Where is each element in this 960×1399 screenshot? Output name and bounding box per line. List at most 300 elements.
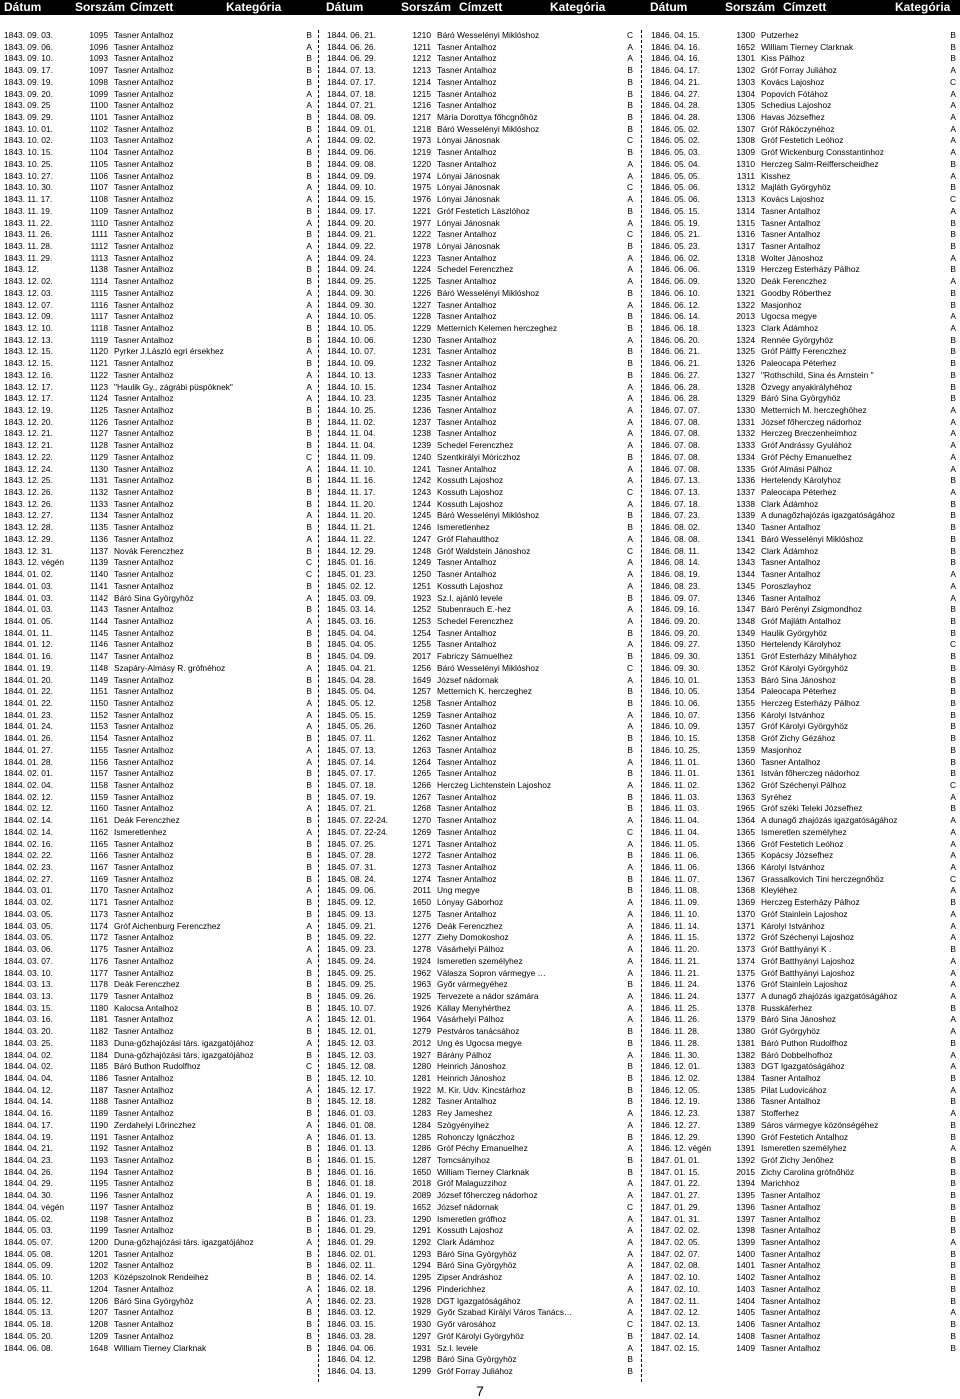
row-category: B [627, 873, 633, 884]
row-category: B [950, 369, 956, 380]
row-date: 1845. 05. 04. [327, 686, 376, 697]
table-row [651, 171, 956, 183]
row-recipient: Ismeretlenhez [437, 522, 490, 533]
row-category: A [627, 1190, 633, 1201]
row-number: 1212 [412, 53, 431, 64]
row-category: A [306, 1237, 312, 1248]
row-recipient: Tasner Antalhoz [761, 1072, 821, 1083]
table-row [651, 1202, 956, 1214]
table-row [4, 909, 312, 921]
table-row [327, 346, 633, 358]
table-row [4, 1096, 312, 1108]
row-number: 2013 [736, 311, 755, 322]
table-row [4, 534, 312, 546]
table-row [651, 1178, 956, 1190]
table-row [651, 1143, 956, 1155]
row-category: A [306, 346, 312, 357]
row-recipient: Tasner Antalhoz [437, 100, 497, 111]
header-date: Dátum [650, 0, 688, 14]
row-number: 1325 [736, 346, 755, 357]
row-number: 1221 [412, 205, 431, 216]
row-category: B [950, 744, 956, 755]
row-number: 1300 [736, 30, 755, 40]
table-row [4, 944, 312, 956]
row-recipient: Tasner Antalhoz [114, 639, 174, 650]
row-category: B [950, 182, 956, 193]
row-date: 1844. 01. 16. [4, 651, 53, 662]
row-recipient: Tasner Antalhoz [114, 53, 174, 64]
table-row [327, 921, 633, 933]
row-recipient: Gróf Wickenburg Consstantinhoz [761, 147, 884, 158]
row-date: 1845. 07. 19. [327, 791, 376, 802]
row-recipient: Tasner Antalhoz [114, 862, 174, 873]
row-category: B [950, 615, 956, 626]
row-recipient: Gróf széki Teleki Józsefhez [761, 803, 863, 814]
row-date: 1846. 09. 30. [651, 662, 700, 673]
row-category: A [950, 1237, 956, 1248]
row-number: 1202 [89, 1260, 108, 1271]
row-category: A [627, 990, 633, 1001]
row-recipient: Tasner Antalhoz [761, 1272, 821, 1283]
row-category: A [306, 194, 312, 205]
row-date: 1846. 11. 03. [651, 803, 700, 814]
table-row [327, 557, 633, 569]
row-recipient: Ung és Ugocsa megye [437, 1037, 522, 1048]
row-date: 1843. 12. 17. [4, 393, 53, 404]
row-category: A [306, 100, 312, 111]
row-recipient: Tasner Antalhoz [114, 440, 174, 451]
table-row [327, 1249, 633, 1261]
table-row [327, 358, 633, 370]
row-category: B [306, 405, 312, 415]
row-category: A [306, 311, 312, 322]
row-date: 1844. 04. 12. [4, 1084, 53, 1095]
row-number: 1385 [736, 1084, 755, 1095]
row-number: 1371 [736, 920, 755, 931]
row-number: 1111 [91, 229, 108, 240]
row-date: 1847. 01. 15. [651, 1166, 700, 1177]
table-row [651, 124, 956, 136]
row-recipient: Báró Sina Jánoshoz [761, 1014, 836, 1025]
row-category: A [627, 967, 633, 978]
row-category: A [306, 721, 312, 732]
row-number: 1156 [89, 756, 108, 767]
row-recipient: Tasner Antalhoz [437, 416, 497, 427]
table-row [4, 194, 312, 206]
row-recipient: Tasner Antalhoz [114, 428, 174, 439]
table-row [327, 65, 633, 77]
row-category: A [306, 1014, 312, 1025]
table-row [4, 182, 312, 194]
row-recipient: Metternich M. herczeghöhez [761, 405, 867, 415]
row-recipient: Putzerhez [761, 30, 799, 40]
row-recipient: Tasner Antalhoz [437, 721, 497, 732]
row-category: B [627, 522, 633, 533]
row-category: B [950, 1178, 956, 1189]
row-category: B [306, 850, 312, 861]
table-row [327, 815, 633, 827]
row-number: 1173 [89, 908, 108, 919]
table-row [651, 569, 956, 581]
row-recipient: Tasner Antalhoz [437, 873, 497, 884]
row-recipient: Tasner Antalhoz [114, 709, 174, 720]
row-category: B [306, 627, 312, 638]
row-number: 1144 [89, 615, 108, 626]
row-date: 1844. 04. 04. [4, 1072, 53, 1083]
row-number: 1204 [89, 1283, 108, 1294]
row-number: 1353 [736, 674, 755, 685]
table-row [651, 616, 956, 628]
row-recipient: Poroszlayhoz [761, 580, 812, 591]
row-date: 1843. 09. 06. [4, 41, 53, 52]
row-recipient: Tasner Antalhoz [114, 1155, 174, 1165]
row-recipient: Sz.I. levele [437, 1342, 478, 1353]
row-category: B [950, 545, 956, 556]
row-category: B [306, 1213, 312, 1224]
row-number: 1234 [412, 381, 431, 392]
row-category: A [627, 569, 633, 580]
row-date: 1846. 06. 02. [651, 252, 700, 263]
table-row [327, 475, 633, 487]
table-row [651, 932, 956, 944]
row-date: 1844. 06. 21. [327, 30, 376, 40]
row-date: 1846. 06. 18. [651, 322, 700, 333]
row-number: 1097 [89, 65, 108, 76]
row-number: 1281 [412, 1072, 431, 1083]
table-row [327, 991, 633, 1003]
row-category: B [306, 123, 312, 134]
header-number: Sorszám [725, 0, 776, 14]
table-row [327, 721, 633, 733]
row-recipient: DGT Igazgatóságához [437, 1295, 521, 1306]
row-category: B [627, 76, 633, 87]
row-number: 1324 [736, 334, 755, 345]
row-number: 1100 [89, 100, 108, 111]
row-number: 1196 [89, 1190, 108, 1201]
table-row [327, 241, 633, 253]
row-number: 1365 [736, 826, 755, 837]
row-number: 1292 [412, 1237, 431, 1248]
table-row [651, 1225, 956, 1237]
row-category: A [306, 826, 312, 837]
row-recipient: Kállay Menyhérthez [437, 1002, 511, 1013]
row-number: 1962 [412, 967, 431, 978]
row-number: 1179 [89, 990, 108, 1001]
row-category: B [306, 733, 312, 744]
row-recipient: Tasner Antalhoz [114, 1307, 174, 1318]
table-row [327, 1343, 633, 1355]
row-number: 1301 [736, 53, 755, 64]
table-row [4, 546, 312, 558]
row-date: 1844. 01. 22. [4, 697, 53, 708]
table-row [327, 288, 633, 300]
row-date: 1845. 03. 16. [327, 615, 376, 626]
row-category: B [950, 264, 956, 275]
row-category: A [627, 557, 633, 568]
row-category: A [627, 41, 633, 52]
row-recipient: Herczeg Breczenheimhoz [761, 428, 857, 439]
row-category: C [949, 194, 956, 205]
row-date: 1843. 12. 02. [4, 276, 53, 287]
table-row [4, 276, 312, 288]
row-number: 1222 [412, 229, 431, 240]
row-date: 1843. 12. 17. [4, 381, 53, 392]
row-number: 2015 [736, 1166, 755, 1177]
row-category: B [950, 1272, 956, 1283]
table-row [327, 874, 633, 886]
row-date: 1843. 09. 10. [4, 53, 53, 64]
row-category: A [627, 1225, 633, 1236]
table-row [4, 839, 312, 851]
row-recipient: William Tierney Clarknak [114, 1342, 207, 1353]
row-number: 1339 [736, 510, 755, 521]
row-category: B [950, 358, 956, 369]
row-date: 1845. 04. 04. [327, 627, 376, 638]
table-row [327, 440, 633, 452]
row-recipient: Gróf Széchenyi Lajoshoz [761, 932, 855, 943]
row-date: 1844. 09. 24. [327, 252, 376, 263]
row-recipient: Haulik Györgyhöz [761, 627, 828, 638]
row-category: B [306, 674, 312, 685]
row-date: 1846. 02. 14. [327, 1272, 376, 1283]
row-category: B [627, 510, 633, 521]
row-recipient: Tasner Antalhoz [114, 252, 174, 263]
row-date: 1843. 12. 21. [4, 440, 53, 451]
table-row [651, 522, 956, 534]
row-date: 1846. 04. 06. [327, 1342, 376, 1353]
row-date: 1844. 04. 29. [4, 1178, 53, 1189]
row-recipient: Tasner Antalhoz [761, 229, 821, 240]
row-date: 1846. 04. 16. [651, 53, 700, 64]
row-recipient: Lónyai Jánosnak [437, 240, 500, 251]
row-date: 1845. 07. 18. [327, 780, 376, 790]
row-date: 1843. 12. 24. [4, 463, 53, 474]
header-number: Sorszám [401, 0, 452, 14]
row-date: 1844. 05. 20. [4, 1330, 53, 1341]
table-row [651, 1061, 956, 1073]
row-number: 1380 [736, 1026, 755, 1037]
row-number: 1363 [736, 791, 755, 802]
row-number: 1367 [736, 873, 755, 884]
row-category: B [950, 393, 956, 404]
row-category: A [627, 1283, 633, 1294]
row-date: 1846. 04. 16. [651, 41, 700, 52]
row-recipient: Tasner Antalhoz [114, 276, 174, 287]
table-row [4, 499, 312, 511]
row-number: 1254 [412, 627, 431, 638]
row-number: 1213 [412, 65, 431, 76]
row-recipient: Masjonhoz [761, 744, 802, 755]
row-category: A [950, 100, 956, 111]
table-row [327, 1178, 633, 1190]
row-date: 1844. 10. 05. [327, 311, 376, 322]
row-date: 1846. 06. 21. [651, 358, 700, 369]
table-row [651, 768, 956, 780]
row-date: 1846. 07. 18. [651, 498, 700, 509]
row-category: B [306, 440, 312, 451]
row-category: B [306, 1260, 312, 1271]
row-number: 1357 [736, 721, 755, 732]
table-row [4, 464, 312, 476]
row-recipient: Tasner Antalhoz [761, 240, 821, 251]
row-recipient: Tasner Antalhoz [114, 1178, 174, 1189]
row-date: 1843. 12. 20. [4, 416, 53, 427]
table-row [4, 1178, 312, 1190]
table-row [327, 229, 633, 241]
table-row [327, 1003, 633, 1015]
table-row [651, 1038, 956, 1050]
row-number: 1347 [736, 604, 755, 615]
row-category: A [627, 440, 633, 451]
table-row [4, 1120, 312, 1132]
row-number: 1304 [736, 88, 755, 99]
row-category: A [950, 862, 956, 873]
row-date: 1843. 12. 27. [4, 510, 53, 521]
row-recipient: Rohonczy Ignáczhoz [437, 1131, 515, 1142]
row-number: 1327 [736, 369, 755, 380]
row-number: 1927 [412, 1049, 431, 1060]
row-date: 1846. 08. 02. [651, 522, 700, 533]
row-recipient: Gróf Andrássy Gyulához [761, 440, 852, 451]
row-date: 1846. 01. 13. [327, 1143, 376, 1154]
row-number: 1191 [89, 1131, 108, 1142]
row-number: 1232 [412, 358, 431, 369]
row-recipient: Báró Sina Györgyhöz [761, 393, 841, 404]
row-number: 1925 [412, 990, 431, 1001]
row-number: 1211 [412, 41, 431, 52]
row-recipient: William Tierney Clarknak [761, 41, 854, 52]
row-recipient: Duna-gőzhajózási társ. igazgatójához [114, 1037, 254, 1048]
table-row [327, 675, 633, 687]
row-date: 1846. 12. végén [651, 1143, 712, 1154]
row-recipient: Tasner Antalhoz [114, 510, 174, 521]
header-date: Dátum [4, 0, 42, 14]
row-number: 1252 [412, 604, 431, 615]
row-category: B [950, 768, 956, 779]
row-number: 1126 [89, 416, 108, 427]
row-category: B [306, 1307, 312, 1318]
row-recipient: Tasner Antalhoz [437, 569, 497, 580]
table-row [651, 733, 956, 745]
row-category: A [306, 744, 312, 755]
row-number: 1361 [736, 768, 755, 779]
row-category: C [949, 639, 956, 650]
row-recipient: Tasner Antalhoz [114, 487, 174, 498]
row-number: 1976 [412, 194, 431, 205]
table-row [4, 159, 312, 171]
row-number: 1134 [89, 510, 108, 521]
row-recipient: DGT Igazgatóságához [761, 1061, 845, 1072]
row-date: 1844. 04. 02. [4, 1061, 53, 1072]
row-date: 1846. 07. 08. [651, 463, 700, 474]
row-date: 1845. 09. 24. [327, 955, 376, 966]
table-row [4, 171, 312, 183]
table-row [651, 1014, 956, 1026]
row-date: 1845. 07. 28. [327, 850, 376, 861]
row-recipient: Gróf Széchenyi Pálhoz [761, 780, 847, 790]
row-category: B [306, 65, 312, 76]
row-category: B [306, 475, 312, 486]
table-row [327, 1214, 633, 1226]
row-number: 1354 [736, 686, 755, 697]
row-recipient: Duna-gőzhajózási társ. igazgatójához [114, 1049, 254, 1060]
row-number: 1099 [89, 88, 108, 99]
row-recipient: Tasner Antalhoz [114, 1225, 174, 1236]
row-number: 1317 [736, 240, 755, 251]
row-category: B [627, 205, 633, 216]
row-number: 1319 [736, 264, 755, 275]
row-date: 1845. 09. 26. [327, 990, 376, 1001]
row-recipient: Fabriczy Sámuelhez [437, 651, 513, 662]
row-number: 1130 [89, 463, 108, 474]
row-number: 1107 [89, 182, 108, 193]
row-date: 1844. 02. 23. [4, 862, 53, 873]
row-recipient: Tasner Antalhoz [437, 815, 497, 826]
row-date: 1844. 11. 04. [327, 440, 376, 451]
row-category: B [627, 1072, 633, 1083]
table-row [4, 639, 312, 651]
row-date: 1846. 11. 07. [651, 873, 700, 884]
row-recipient: Heinrich Jánoshoz [437, 1072, 506, 1083]
row-category: B [627, 1131, 633, 1142]
row-category: A [950, 885, 956, 896]
row-recipient: Tasner Antalhoz [114, 651, 174, 662]
table-row [4, 885, 312, 897]
table-row [4, 581, 312, 593]
row-recipient: Tasner Antalhoz [114, 170, 174, 181]
row-date: 1846. 01. 19. [327, 1201, 376, 1212]
table-row [651, 757, 956, 769]
row-date: 1846. 11. 25. [651, 1002, 700, 1013]
table-row [651, 65, 956, 77]
row-category: B [950, 158, 956, 169]
table-row [651, 393, 956, 405]
row-category: C [305, 1061, 312, 1072]
row-date: 1845. 07. 13. [327, 744, 376, 755]
table-row [651, 475, 956, 487]
row-recipient: Clark Ádámhoz [761, 545, 819, 556]
row-date: 1844. 06. 29. [327, 53, 376, 64]
table-row [327, 639, 633, 651]
row-category: A [306, 88, 312, 99]
row-recipient: Tasner Antalhoz [114, 287, 174, 298]
row-number: 1152 [89, 709, 108, 720]
table-row [651, 686, 956, 698]
row-category: A [627, 1014, 633, 1025]
row-number: 1652 [736, 41, 755, 52]
table-row [651, 1331, 956, 1343]
row-date: 1846. 10. 06. [651, 697, 700, 708]
table-row [4, 686, 312, 698]
table-row [651, 604, 956, 616]
row-category: A [627, 299, 633, 310]
row-date: 1845. 09. 25. [327, 967, 376, 978]
row-number: 1120 [89, 346, 108, 357]
table-row [327, 147, 633, 159]
row-number: 1382 [736, 1049, 755, 1060]
row-date: 1845. 05. 15. [327, 709, 376, 720]
row-recipient: Tasner Antalhoz [114, 1248, 174, 1259]
row-category: B [306, 1319, 312, 1330]
row-number: 1648 [89, 1342, 108, 1353]
row-category: A [950, 147, 956, 158]
row-recipient: István főherczeg nádorhoz [761, 768, 860, 779]
table-row [651, 440, 956, 452]
row-category: C [626, 135, 633, 146]
row-category: B [627, 791, 633, 802]
row-number: 1297 [412, 1330, 431, 1341]
row-category: A [306, 1131, 312, 1142]
